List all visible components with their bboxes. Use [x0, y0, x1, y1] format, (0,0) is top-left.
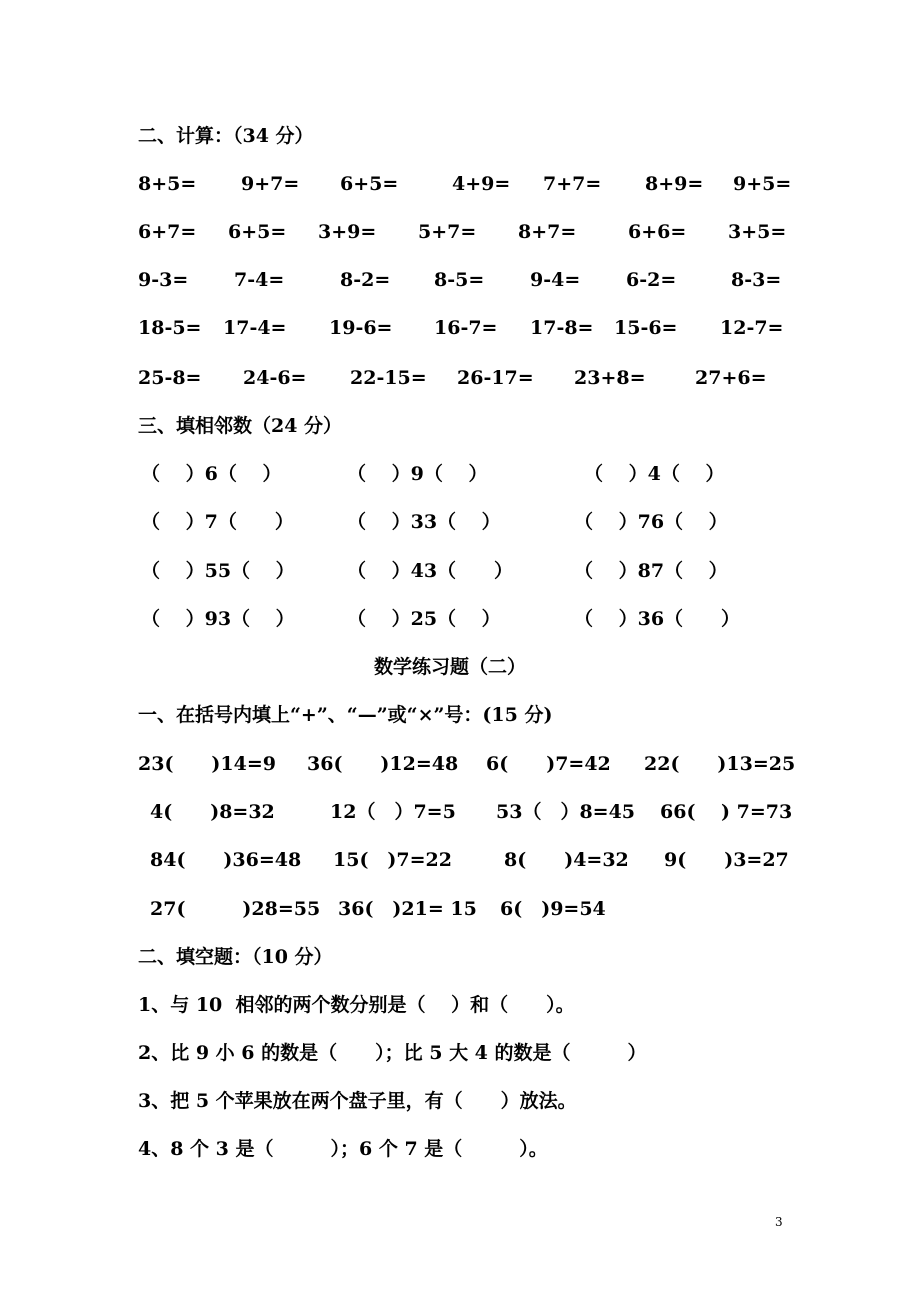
neighbor-item: （ ）4（ ）	[584, 463, 725, 485]
calc-item: 19-6=	[329, 317, 393, 339]
neighbor-item: （ ）93（ ）	[141, 608, 295, 630]
calc-item: 6+5=	[340, 173, 399, 195]
calc-item: 8+5=	[138, 173, 197, 195]
calc-item: 8-3=	[731, 269, 782, 291]
calc-item: 18-5=	[138, 317, 202, 339]
operator-item: 9( )3=27	[664, 849, 789, 871]
operator-item: 12（ ）7=5	[330, 801, 456, 823]
fill-question: 4、8 个 3 是（ ）；6 个 7 是（ ）。	[138, 1138, 548, 1160]
calc-item: 6+6=	[628, 221, 687, 243]
operator-item: 36( )21= 15	[338, 898, 477, 920]
operator-item: 4( )8=32	[150, 801, 275, 823]
calc-item: 5+7=	[418, 221, 477, 243]
operator-item: 66( ) 7=73	[660, 801, 793, 823]
calc-item: 26-17=	[457, 367, 534, 389]
calc-item: 25-8=	[138, 367, 202, 389]
practice-title: 数学练习题（二）	[374, 656, 527, 678]
calc-item: 7+7=	[543, 173, 602, 195]
calc-item: 17-4=	[223, 317, 287, 339]
calc-item: 6+5=	[228, 221, 287, 243]
calc-item: 8+7=	[518, 221, 577, 243]
operator-item: 23( )14=9	[138, 753, 277, 775]
part1-heading: 一、在括号内填上“+”、“—”或“×”号：(15 分)	[138, 704, 553, 726]
calc-item: 27+6=	[695, 367, 767, 389]
calc-item: 9-3=	[138, 269, 189, 291]
operator-item: 6( )7=42	[486, 753, 611, 775]
neighbor-item: （ ）25（ ）	[347, 608, 501, 630]
calc-item: 4+9=	[452, 173, 511, 195]
operator-item: 6( )9=54	[500, 898, 606, 920]
calc-item: 16-7=	[434, 317, 498, 339]
operator-item: 15( )7=22	[333, 849, 453, 871]
calc-item: 3+5=	[728, 221, 787, 243]
calc-item: 6+7=	[138, 221, 197, 243]
operator-item: 36( )12=48	[307, 753, 459, 775]
section2-heading: 二、计算：（34 分）	[138, 125, 314, 147]
neighbor-item: （ ）87（ ）	[574, 560, 728, 582]
neighbor-item: （ ）43（ ）	[347, 560, 514, 582]
calc-item: 9-4=	[530, 269, 581, 291]
calc-item: 15-6=	[614, 317, 678, 339]
calc-item: 8-2=	[340, 269, 391, 291]
fill-question: 3、把 5 个苹果放在两个盘子里，有（ ）放法。	[138, 1090, 577, 1112]
operator-item: 27( )28=55	[150, 898, 321, 920]
calc-item: 9+5=	[733, 173, 792, 195]
calc-item: 3+9=	[318, 221, 377, 243]
operator-item: 53（ ）8=45	[496, 801, 636, 823]
operator-item: 22( )13=25	[644, 753, 796, 775]
calc-item: 6-2=	[626, 269, 677, 291]
page-number: 3	[775, 1215, 783, 1229]
calc-item: 8-5=	[434, 269, 485, 291]
calc-item: 7-4=	[234, 269, 285, 291]
neighbor-item: （ ）76（ ）	[574, 511, 728, 533]
neighbor-item: （ ）55（ ）	[141, 560, 295, 582]
fill-question: 2、比 9 小 6 的数是（ ）；比 5 大 4 的数是（ ）	[138, 1042, 647, 1064]
calc-item: 9+7=	[241, 173, 300, 195]
calc-item: 12-7=	[720, 317, 784, 339]
neighbor-item: （ ）36（ ）	[574, 608, 741, 630]
section3-heading: 三、填相邻数（24 分）	[138, 415, 343, 437]
operator-item: 84( )36=48	[150, 849, 302, 871]
fill-question: 1、与 10 相邻的两个数分别是（ ）和（ ）。	[138, 994, 575, 1016]
neighbor-item: （ ）33（ ）	[347, 511, 501, 533]
calc-item: 8+9=	[645, 173, 704, 195]
operator-item: 8( )4=32	[504, 849, 629, 871]
neighbor-item: （ ）7（ ）	[141, 511, 294, 533]
calc-item: 17-8=	[530, 317, 594, 339]
calc-item: 24-6=	[243, 367, 307, 389]
calc-item: 22-15=	[350, 367, 427, 389]
part2-heading: 二、填空题：（10 分）	[138, 946, 333, 968]
neighbor-item: （ ）6（ ）	[141, 463, 282, 485]
neighbor-item: （ ）9（ ）	[347, 463, 488, 485]
calc-item: 23+8=	[574, 367, 646, 389]
